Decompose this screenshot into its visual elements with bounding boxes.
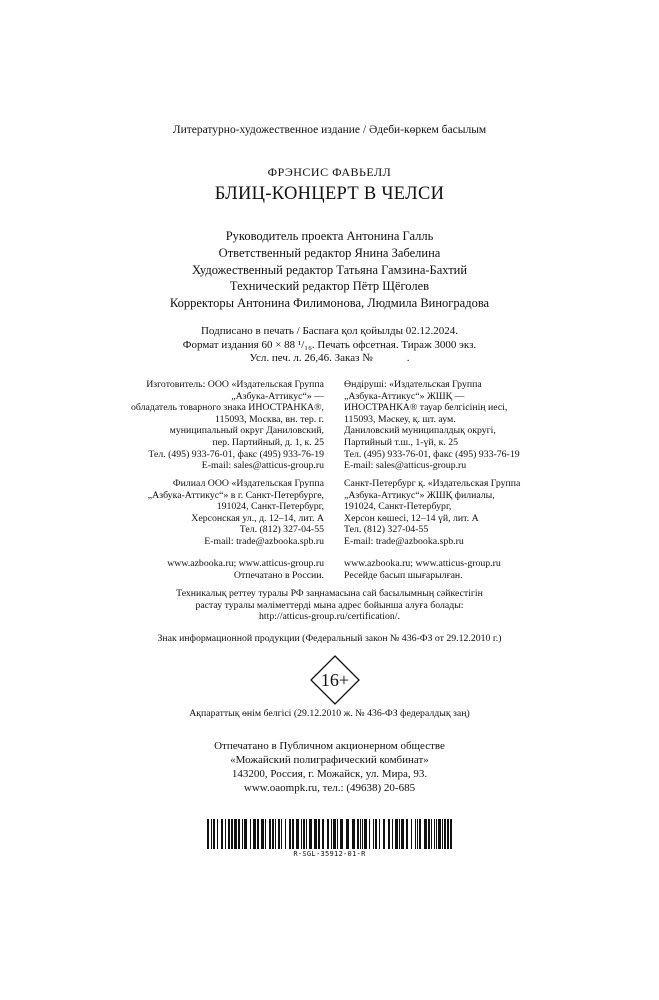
age-rating-text: 16+ <box>320 670 350 690</box>
text-line: Отпечатано в Публичном акционерном обществе <box>214 740 445 752</box>
sheets-end: . <box>406 352 410 364</box>
text-line: E-mail: trade@azbooka.spb.ru <box>204 535 324 547</box>
text-line: Изготовитель: ООО «Издательская Группа <box>146 379 324 390</box>
text-line: Партийный т.ш., 1-үй, к. 25 <box>344 436 459 448</box>
text-line: www.azbooka.ru; www.atticus-group.ru <box>344 558 501 569</box>
text-line: E-mail: sales@atticus-group.ru <box>344 460 467 472</box>
barcode-code: R-SGL-35912-01-R <box>293 850 366 858</box>
text-line: „Азбука-Аттикус“» в г. Санкт-Петербурге, <box>147 489 324 501</box>
text-line: пер. Партийный, д. 1, к. 25 <box>212 436 324 448</box>
text-line: „Азбука-Аттикус“» ЖШҚ — <box>344 390 465 402</box>
branch-kz <box>344 478 520 548</box>
text-line: Херсон көшесі, 12–14 үй, лит. А <box>344 512 479 524</box>
law-notice: Знак информационной продукции (Федеральный закон № 436-ФЗ от 29.12.2010 г.) <box>157 633 502 644</box>
age-rating-badge <box>310 655 360 705</box>
text-line: Санкт-Петербург қ. «Издательская Группа <box>344 478 521 489</box>
sheets-line <box>0 352 659 366</box>
format-line: Формат издания 60 × 88 ¹/₁₆. Печать офсетная. Тираж 3000 экз. <box>182 338 477 351</box>
branch-ru <box>148 478 324 548</box>
text-line: E-mail: sales@atticus-group.ru <box>201 460 324 472</box>
text-line: Өндіруші: «Издательская Группа <box>344 379 482 390</box>
barcode-icon <box>207 819 452 849</box>
signed-line: Подписано в печать / Баспаға қол қойылды 02.12.2024. <box>200 325 458 337</box>
text-line: 191024, Санкт-Петербург, <box>216 501 324 513</box>
certification-block <box>0 588 659 623</box>
text-line: 115093, Мәскеу, қ. шт. аум. <box>344 413 456 425</box>
credit-line: Художественный редактор Татьяна Гамзина-Бахтий <box>191 262 468 277</box>
text-line: Тел. (812) 327-04-55 <box>344 524 429 536</box>
text-line: 191024, Санкт-Петербург, <box>344 501 452 513</box>
kz-info-mark: Ақпараттық өнім белгісі (29.12.2010 ж. № 436-ФЗ федералдық заң) <box>189 708 470 719</box>
web-ru <box>167 558 324 581</box>
author-name: ФРЭНСИС ФАВЬЕЛЛ <box>267 165 392 179</box>
text-line: E-mail: trade@azbooka.spb.ru <box>344 535 464 547</box>
credit-line: Руководитель проекта Антонина Галль <box>225 229 434 243</box>
printer-block <box>0 739 659 795</box>
text-line: Херсонская ул., д. 12–14, лит. А <box>191 512 324 524</box>
genre-line: Литературно-художественное издание / Әдеби-көркем басылым <box>172 124 487 136</box>
web-kz <box>344 558 501 581</box>
text-line: „Азбука-Аттикус“» ЖШҚ филиалы, <box>344 489 495 501</box>
credit-line: Корректоры Антонина Филимонова, Людмила Виноградова <box>169 296 490 311</box>
text-line: „Азбука-Аттикус“» — <box>231 390 324 402</box>
manufacturer-kz <box>344 379 520 472</box>
text-line: Отпечатано в России. <box>233 569 324 581</box>
text-line: Техникалық реттеу туралы РФ заңнамасына сай басылымның сәйкестігін <box>176 588 483 599</box>
credit-line: Ответственный редактор Янина Забелина <box>218 245 441 260</box>
text-line: www.azbooka.ru; www.atticus-group.ru <box>167 558 324 569</box>
text-line: Филиал ООО «Издательская Группа <box>172 478 324 489</box>
text-line: Тел. (495) 933-76-01, факс (495) 933-76-19 <box>148 448 324 460</box>
text-line: «Можайский полиграфический комбинат» <box>230 754 429 766</box>
manufacturer-ru <box>131 379 324 472</box>
text-line: муниципальный округ Даниловский, <box>169 425 324 437</box>
text-line: Тел. (495) 933-76-01, факс (495) 933-76-19 <box>344 448 520 460</box>
text-line: ИНОСТРАНКА® тауар белгісінің иесі, <box>344 402 508 414</box>
text-line: Ресейде басып шығарылған. <box>344 569 463 581</box>
text-line: http://atticus-group.ru/certification/. <box>259 611 400 623</box>
book-title: БЛИЦ-КОНЦЕРТ В ЧЕЛСИ <box>214 184 445 204</box>
credits-block <box>0 228 659 312</box>
text-line: 115093, Москва, вн. тер. г. <box>215 413 324 425</box>
print-info-block <box>0 325 659 366</box>
text-line: Даниловский муниципалдық округі, <box>344 425 496 437</box>
text-line: растау туралы мәліметтерді мына адрес бойынша алуға болады: <box>195 599 464 611</box>
text-line: 143200, Россия, г. Можайск, ул. Мира, 93. <box>231 768 428 780</box>
text-line: www.oaompk.ru, тел.: (49638) 20-685 <box>243 782 416 794</box>
text-line: Тел. (812) 327-04-55 <box>239 524 324 536</box>
credit-line: Технический редактор Пётр Щёголев <box>229 279 430 294</box>
sheets-text: Усл. печ. л. 26,46. Заказ № <box>249 352 373 364</box>
text-line: обладатель товарного знака ИНОСТРАНКА®, <box>130 402 324 414</box>
